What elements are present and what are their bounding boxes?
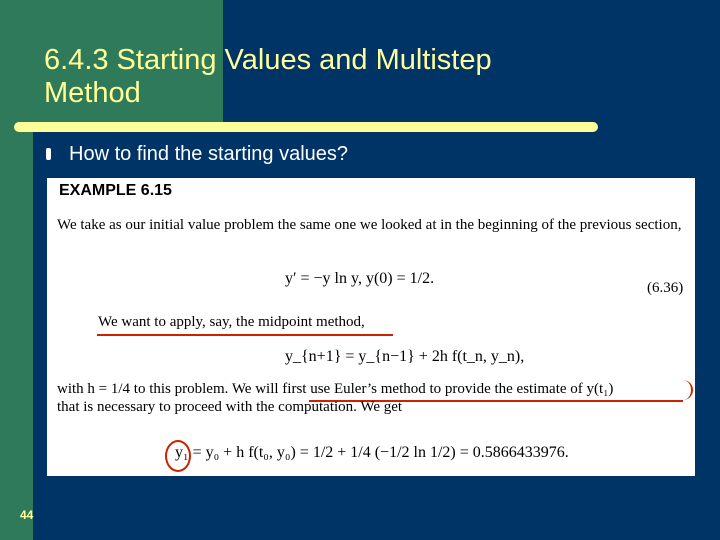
text-necessary: that is necessary to proceed with the computation. We get: [57, 399, 403, 415]
bullet-item: [44, 142, 348, 166]
equation-euler-result: y₁ = y₀ + h f(t₀, y₀) = 1/2 + 1/4 (−1/2 ln 1/2) = 0.5866433976.: [175, 444, 569, 461]
left-accent-strip: [0, 130, 33, 540]
y-t1-bracket: [679, 380, 693, 400]
bullet-icon: [46, 148, 51, 160]
equation-number: (6.36): [647, 280, 684, 296]
example-image: [47, 178, 695, 476]
slide-title-line-2: Method: [44, 77, 141, 109]
example-heading: EXAMPLE 6.15: [59, 182, 172, 199]
page-number: 44: [20, 508, 34, 522]
equation-ode: y′ = −y ln y, y(0) = 1/2.: [285, 270, 435, 287]
midpoint-text: We want to apply, say, the midpoint method,: [98, 314, 365, 330]
title-underline: [14, 122, 598, 132]
bullet-text: How to find the starting values?: [69, 143, 349, 165]
example-intro-text: We take as our initial value problem the same one we looked at in the beginning of the previous section,: [57, 217, 682, 233]
slide-title-line-1: 6.4.3 Starting Values and Multistep: [44, 44, 492, 76]
slide-title: [44, 44, 644, 110]
equation-midpoint: y_{n+1} = y_{n−1} + 2h f(t_n, y_n),: [285, 348, 525, 365]
text-with-h: with h = 1/4 to this problem. We will first use Euler’s method to provide the estimate of y(t₁): [57, 381, 614, 397]
midpoint-underline: [97, 334, 393, 336]
